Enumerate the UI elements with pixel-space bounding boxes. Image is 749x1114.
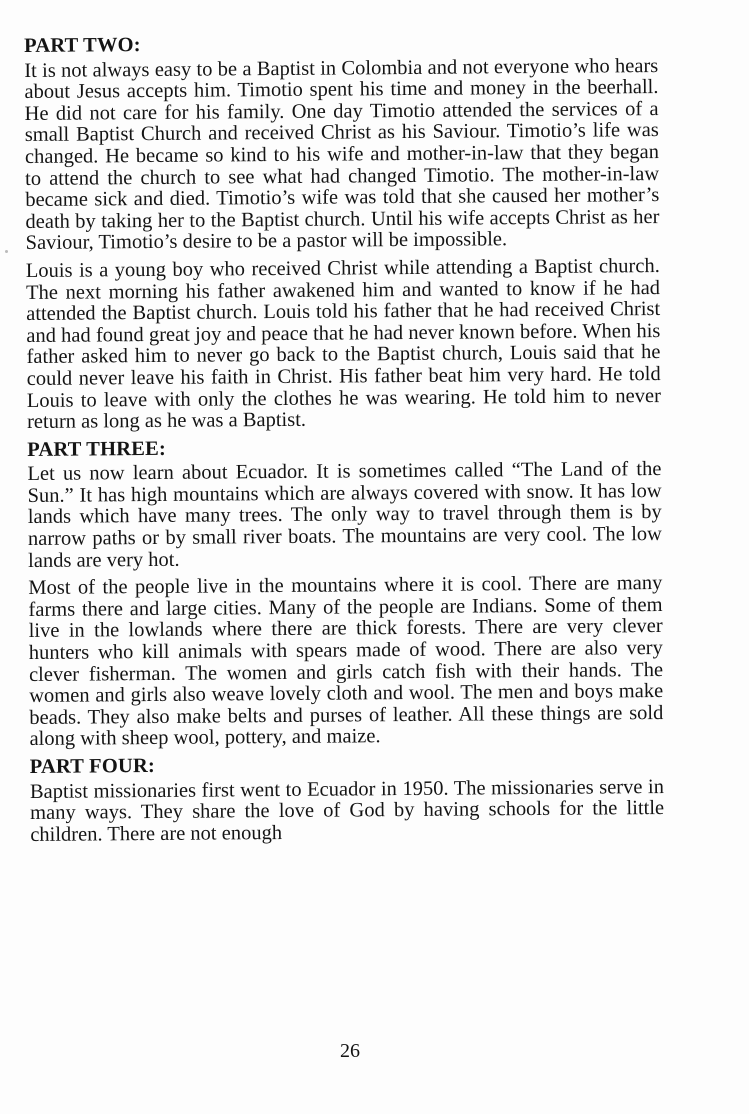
section-part-three — [27, 435, 663, 751]
paragraph: It is not always easy to be a Baptist in Colombia and not everyone who hears about Jesus accepts him. Timotio spent his time and money in the beerhall. He did not care for his family. One day Timotio attended the services of a small Baptist Church and received Christ as his Saviour. Timotio’s life was changed. He became so kind to his wife and mother-in-law that they began to attend the church to see what had changed Timotio. The mother-in-law became sick and died. Timotio’s wife was told that she caused her mother’s death by taking her to the Baptist church. Until his wife accepts Christ as her Saviour, Timotio’s desire to be a pastor will be impossible. — [24, 54, 660, 255]
section-heading: PART THREE: — [27, 437, 167, 461]
page-body — [24, 31, 664, 852]
paragraph: Let us now learn about Ecuador. It is sometimes called “The Land of the Sun.” It has high mountains which are always covered with snow. It has low lands which have many trees. The only way to travel through them is by narrow paths or by small river boats. The mountains are very cool. The low lands are very hot. — [27, 458, 663, 572]
paragraph: Most of the people live in the mountains where it is cool. There are many farms there and large cities. Many of the people are Indians. Some of them live in the lowlands where there are thick forests. There are very clever hunters who kill animals with spears made of wood. There are also very clever fisherman. The women and girls catch fish with their hands. The women and girls also weave lovely cloth and wool. The men and boys make beads. They also make belts and purses of leather. All these things are sold along with sheep wool, pottery, and maize. — [28, 572, 664, 751]
page-number: 26 — [340, 1040, 360, 1062]
paper-speck — [5, 250, 8, 253]
section-part-four — [30, 752, 665, 846]
paragraph: Louis is a young boy who received Christ while attending a Baptist church. The next morning his father awakened him and wanted to know if he had attended the Baptist church. Louis told his father that he had received Christ and had found great joy and peace that he had never known before. When his father asked him to never go back to the Baptist church, Louis said that he could never leave his faith in Christ. His father beat him very hard. He told Louis to leave with only the clothes he was wearing. He told him to never return as long as he was a Baptist. — [25, 254, 661, 434]
paragraph: Baptist missionaries first went to Ecuador in 1950. The missionaries serve in many ways. They share the love of God by having schools for the little children. There are not enough — [29, 775, 665, 846]
section-heading: PART TWO: — [23, 34, 141, 57]
section-part-two — [24, 31, 661, 434]
section-heading: PART FOUR: — [29, 754, 156, 778]
